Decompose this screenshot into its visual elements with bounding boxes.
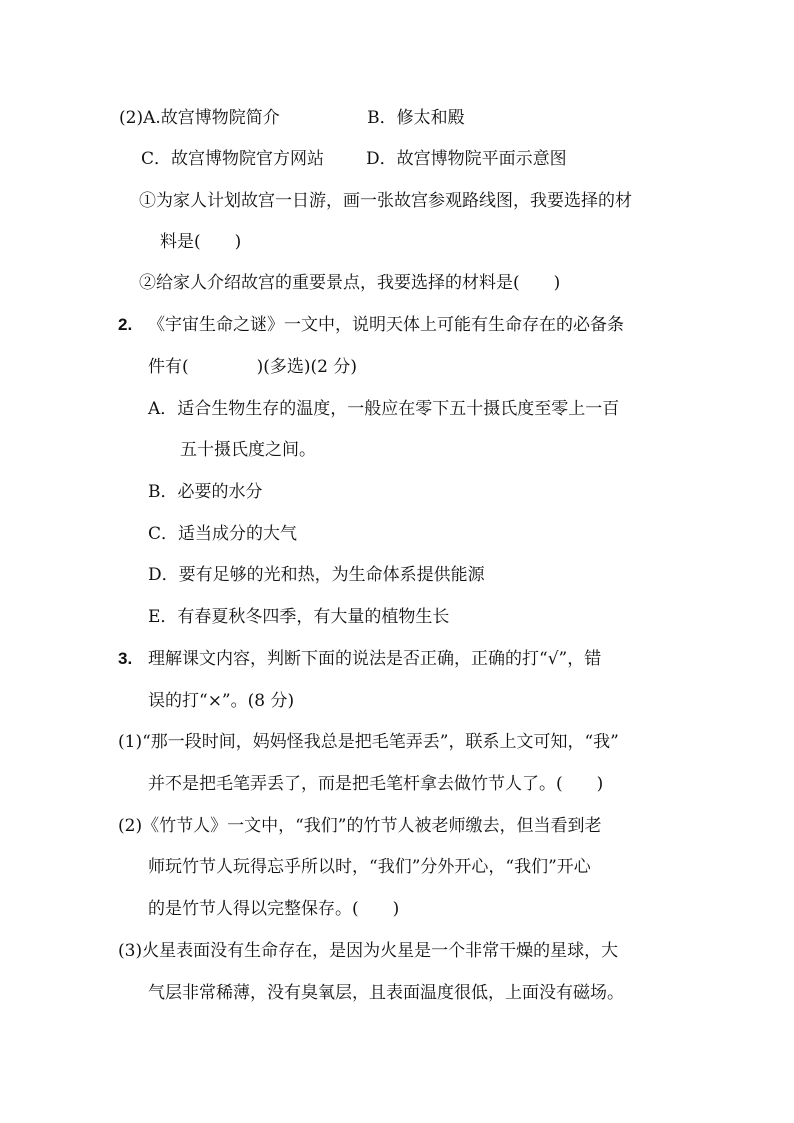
q3-item3-line1: (3)火星表面没有生命存在，是因为火星是一个非常干燥的星球，大 [118,941,619,961]
q2-option-d: D．要有足够的光和热，为生命体系提供能源 [148,565,485,585]
q1-part2-option-b: B．修太和殿 [367,108,465,128]
q2-number: 2. [118,315,133,334]
q3-stem-line1 [118,648,601,670]
q1-part2-option-a: A.故宫博物院简介 [143,108,280,128]
q1-part2-option-c: C．故宫博物院官方网站 [141,149,325,169]
q2-option-e: E．有春夏秋冬四季，有大量的植物生长 [148,607,450,627]
q2-option-b: B．必要的水分 [148,482,263,502]
q1-part2-option-d: D．故宫博物院平面示意图 [366,149,567,169]
q1-part2-options-row1 [119,107,465,129]
q1-part2-label: (2) [119,108,144,128]
q2-option-a-line1: A．适合生物生存的温度，一般应在零下五十摄氏度至零上一百 [148,399,620,419]
q2-stem-line1 [118,314,624,336]
q3-item2-line1: (2)《竹节人》一文中，“我们”的竹节人被老师缴去，但当看到老 [118,816,602,836]
q2-stem-line2: 件有( )(多选)(2 分) [148,357,358,377]
q3-stem-text: 理解课文内容，判断下面的说法是否正确，正确的打“√”，错 [148,649,602,669]
q3-item2-line2: 师玩竹节人玩得忘乎所以时，“我们”分外开心，“我们”开心 [148,857,591,877]
q3-item2-line3: 的是竹节人得以完整保存。( ) [148,899,400,919]
q1-part2-sub1-line1: ①为家人计划故宫一日游，画一张故宫参观路线图，我要选择的材 [139,191,632,211]
q3-item1-line1: (1)“那一段时间，妈妈怪我总是把毛笔弄丢”，联系上文可知，“我” [118,732,619,752]
q1-part2-sub2: ②给家人介绍故宫的重要景点，我要选择的材料是( ) [139,273,561,293]
q1-part2-options-row2 [141,148,567,170]
q3-stem-line2: 误的打“×”。(8 分) [148,691,295,711]
q3-number: 3. [118,649,133,668]
q2-option-c: C．适当成分的大气 [148,524,298,544]
q2-stem-text: 《宇宙生命之谜》一文中，说明天体上可能有生命存在的必备条 [148,315,624,335]
q3-item3-line2: 气层非常稀薄，没有臭氧层，且表面温度很低，上面没有磁场。 [148,983,624,1003]
q1-part2-sub1-line2: 料是( ) [160,232,242,252]
q3-item1-line2: 并不是把毛笔弄丢了，而是把毛笔杆拿去做竹节人了。( ) [148,774,604,794]
q2-option-a-line2: 五十摄氏度之间。 [180,440,316,460]
